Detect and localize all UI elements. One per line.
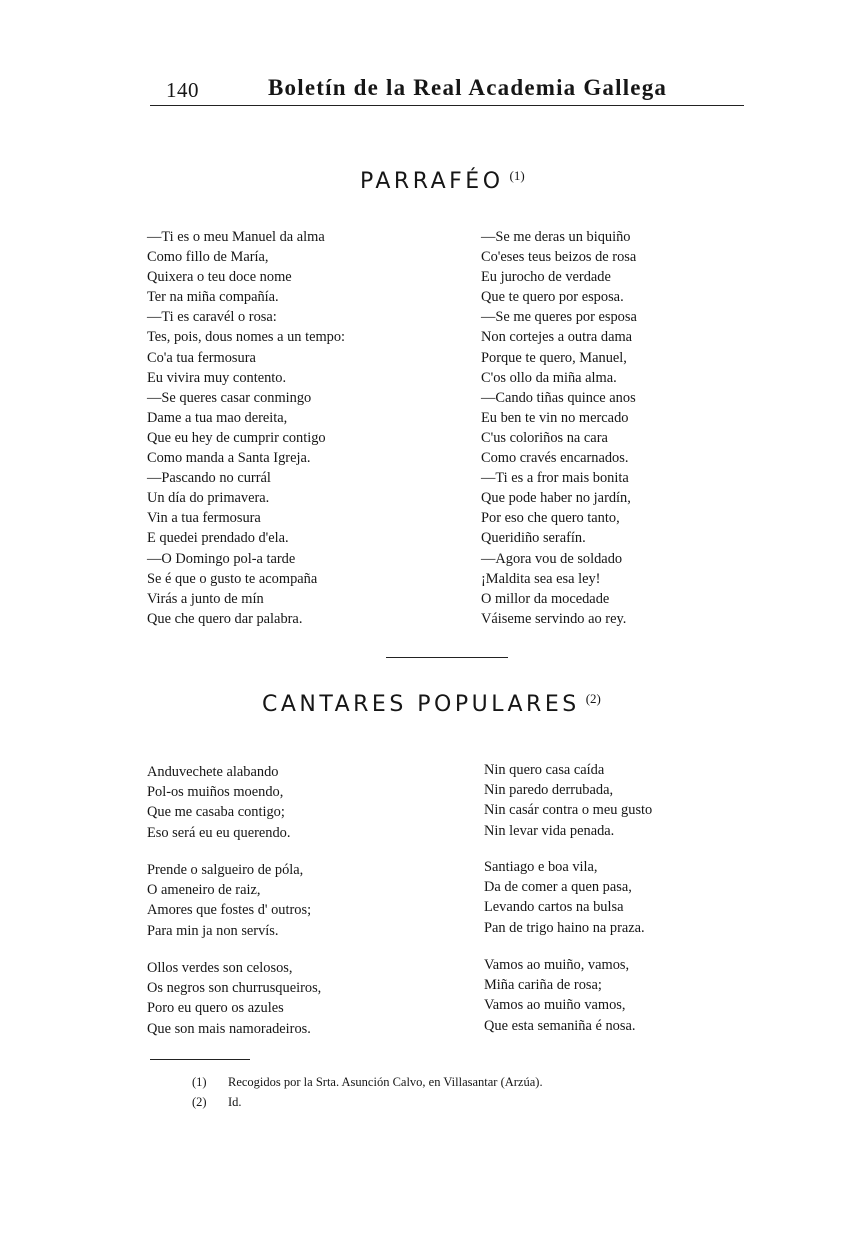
verse-line: Que me casaba contigo; [147,804,285,821]
verse-line: Nin casár contra o meu gusto [484,802,653,819]
stanza [147,958,321,1039]
verse-line: Quixera o teu doce nome [147,269,292,286]
verse-line: Un día do primavera. [147,490,270,507]
verse-line: Como cravés encarnados. [481,450,629,467]
verse-line: Ollos verdes son celosos, [147,960,293,976]
verse-line: —Ti es a fror mais bonita [481,470,629,487]
verse-line: Levando cartos na bulsa [484,899,624,916]
verse-line: Eu ben te vin no mercado [481,409,629,426]
stanza [484,760,652,841]
verse-line: Se é que o gusto te acompaña [147,570,318,587]
verse-line: Nin paredo derrubada, [484,782,614,799]
verse-line: —Ti es o meu Manuel da alma [147,229,325,245]
verse-line: Tes, pois, dous nomes a un tempo: [147,329,346,346]
section-title-cantares [262,691,601,717]
verse-line: Poro eu quero os azules [147,1000,284,1017]
verse-line: —Se me queres por esposa [481,309,637,326]
verse-line: Nin quero casa caída [484,762,605,778]
verse-line: Os negros son churrusqueiros, [147,980,322,997]
verse-line: O ameneiro de raiz, [147,882,261,899]
verse-column-right [481,227,637,629]
section-divider [386,657,508,658]
verse-line: —Agora vou de soldado [481,550,623,567]
verse-line: Que son mais namoradeiros. [147,1020,311,1037]
header-rule [150,105,744,106]
verse-line: Da de comer a quen pasa, [484,879,632,896]
stanza [147,762,290,843]
footnote [192,1092,543,1112]
footnote-marker: (2) [192,1095,207,1109]
verse-line: —Se me deras un biquiño [481,229,631,245]
running-head: Boletín de la Real Academia Gallega [268,75,668,100]
verse-line: Porque te quero, Manuel, [481,349,627,366]
verse-line: —Ti es caravél o rosa: [147,309,277,326]
verse-line: —Pascando no currál [147,470,271,487]
verse-line: Prende o salgueiro de póla, [147,862,304,878]
verse-line: Que te quero por esposa. [481,289,624,306]
verse-line: Dame a tua mao dereita, [147,409,288,426]
verse-line: Para min ja non servís. [147,922,279,939]
verse-line: Amores que fostes d' outros; [147,902,312,919]
verse-line: —Se queres casar conmingo [147,389,312,406]
verse-line: Non cortejes a outra dama [481,329,633,346]
page-number: 140 [166,78,199,102]
verse-line: Vamos ao muiño, vamos, [484,957,630,973]
stanza [147,860,311,941]
section-title-parrafeo [360,168,525,194]
footnote-ref: (2) [585,691,601,706]
verse-line: Ter na miña compañía. [147,289,279,306]
section-title-text: PARRAFÉO [360,169,504,194]
verse-line: Virás a junto de mín [147,590,264,607]
verse-line: E quedei prendado d'ela. [147,530,289,547]
verse-line: —Cando tiñas quince anos [481,389,636,406]
verse-line: O millor da mocedade [481,590,610,607]
verse-line: Miña cariña de rosa; [484,977,602,994]
verse-line: Pan de trigo haino na praza. [484,919,645,936]
verse-line: Vin a tua fermosura [147,510,261,527]
verse-line: Que esta semaniña é nosa. [484,1017,636,1034]
footnote [192,1072,543,1092]
verse-line: Anduvechete alabando [147,764,279,780]
verse-line: Pol-os muiños moendo, [147,784,284,801]
verse-line: Eu vivira muy contento. [147,369,287,386]
footnote-marker: (1) [192,1075,207,1089]
verse-line: Nin levar vida penada. [484,822,615,839]
verse-line: Que eu hey de cumprir contigo [147,429,326,446]
verse-line: Santiago e boa vila, [484,859,598,875]
verse-line: Que che quero dar palabra. [147,610,303,627]
verse-line: Co'eses teus beizos de rosa [481,249,637,266]
verse-line: Como fillo de María, [147,249,269,266]
verse-line: Vamos ao muiño vamos, [484,997,626,1014]
verse-line: Eso será eu eu querendo. [147,824,291,841]
verse-line: Como manda a Santa Igreja. [147,450,311,467]
verse-line: Queridiño serafín. [481,530,586,547]
verse-line: Que pode haber no jardín, [481,490,631,507]
section-title-text: CANTARES POPULARES [262,692,580,717]
stanza [484,857,645,938]
verse-line: ¡Maldita sea esa ley! [481,570,601,587]
verse-line: Eu jurocho de verdade [481,269,611,286]
footnote-ref: (1) [509,168,525,183]
verse-line: Por eso che quero tanto, [481,510,620,527]
stanza [484,955,635,1036]
verse-line: Váiseme servindo ao rey. [481,610,627,627]
footnotes [192,1072,543,1112]
footnote-text: Id. [228,1095,242,1109]
verse-column-left [147,227,345,629]
footnote-text: Recogidos por la Srta. Asunción Calvo, en Villasantar (Arzúa). [228,1075,543,1089]
verse-line: C'os ollo da miña alma. [481,369,617,386]
verse-line: Co'a tua fermosura [147,349,256,366]
footnote-rule [150,1059,250,1060]
verse-line: C'us coloriños na cara [481,429,608,446]
verse-line: —O Domingo pol-a tarde [147,550,296,567]
